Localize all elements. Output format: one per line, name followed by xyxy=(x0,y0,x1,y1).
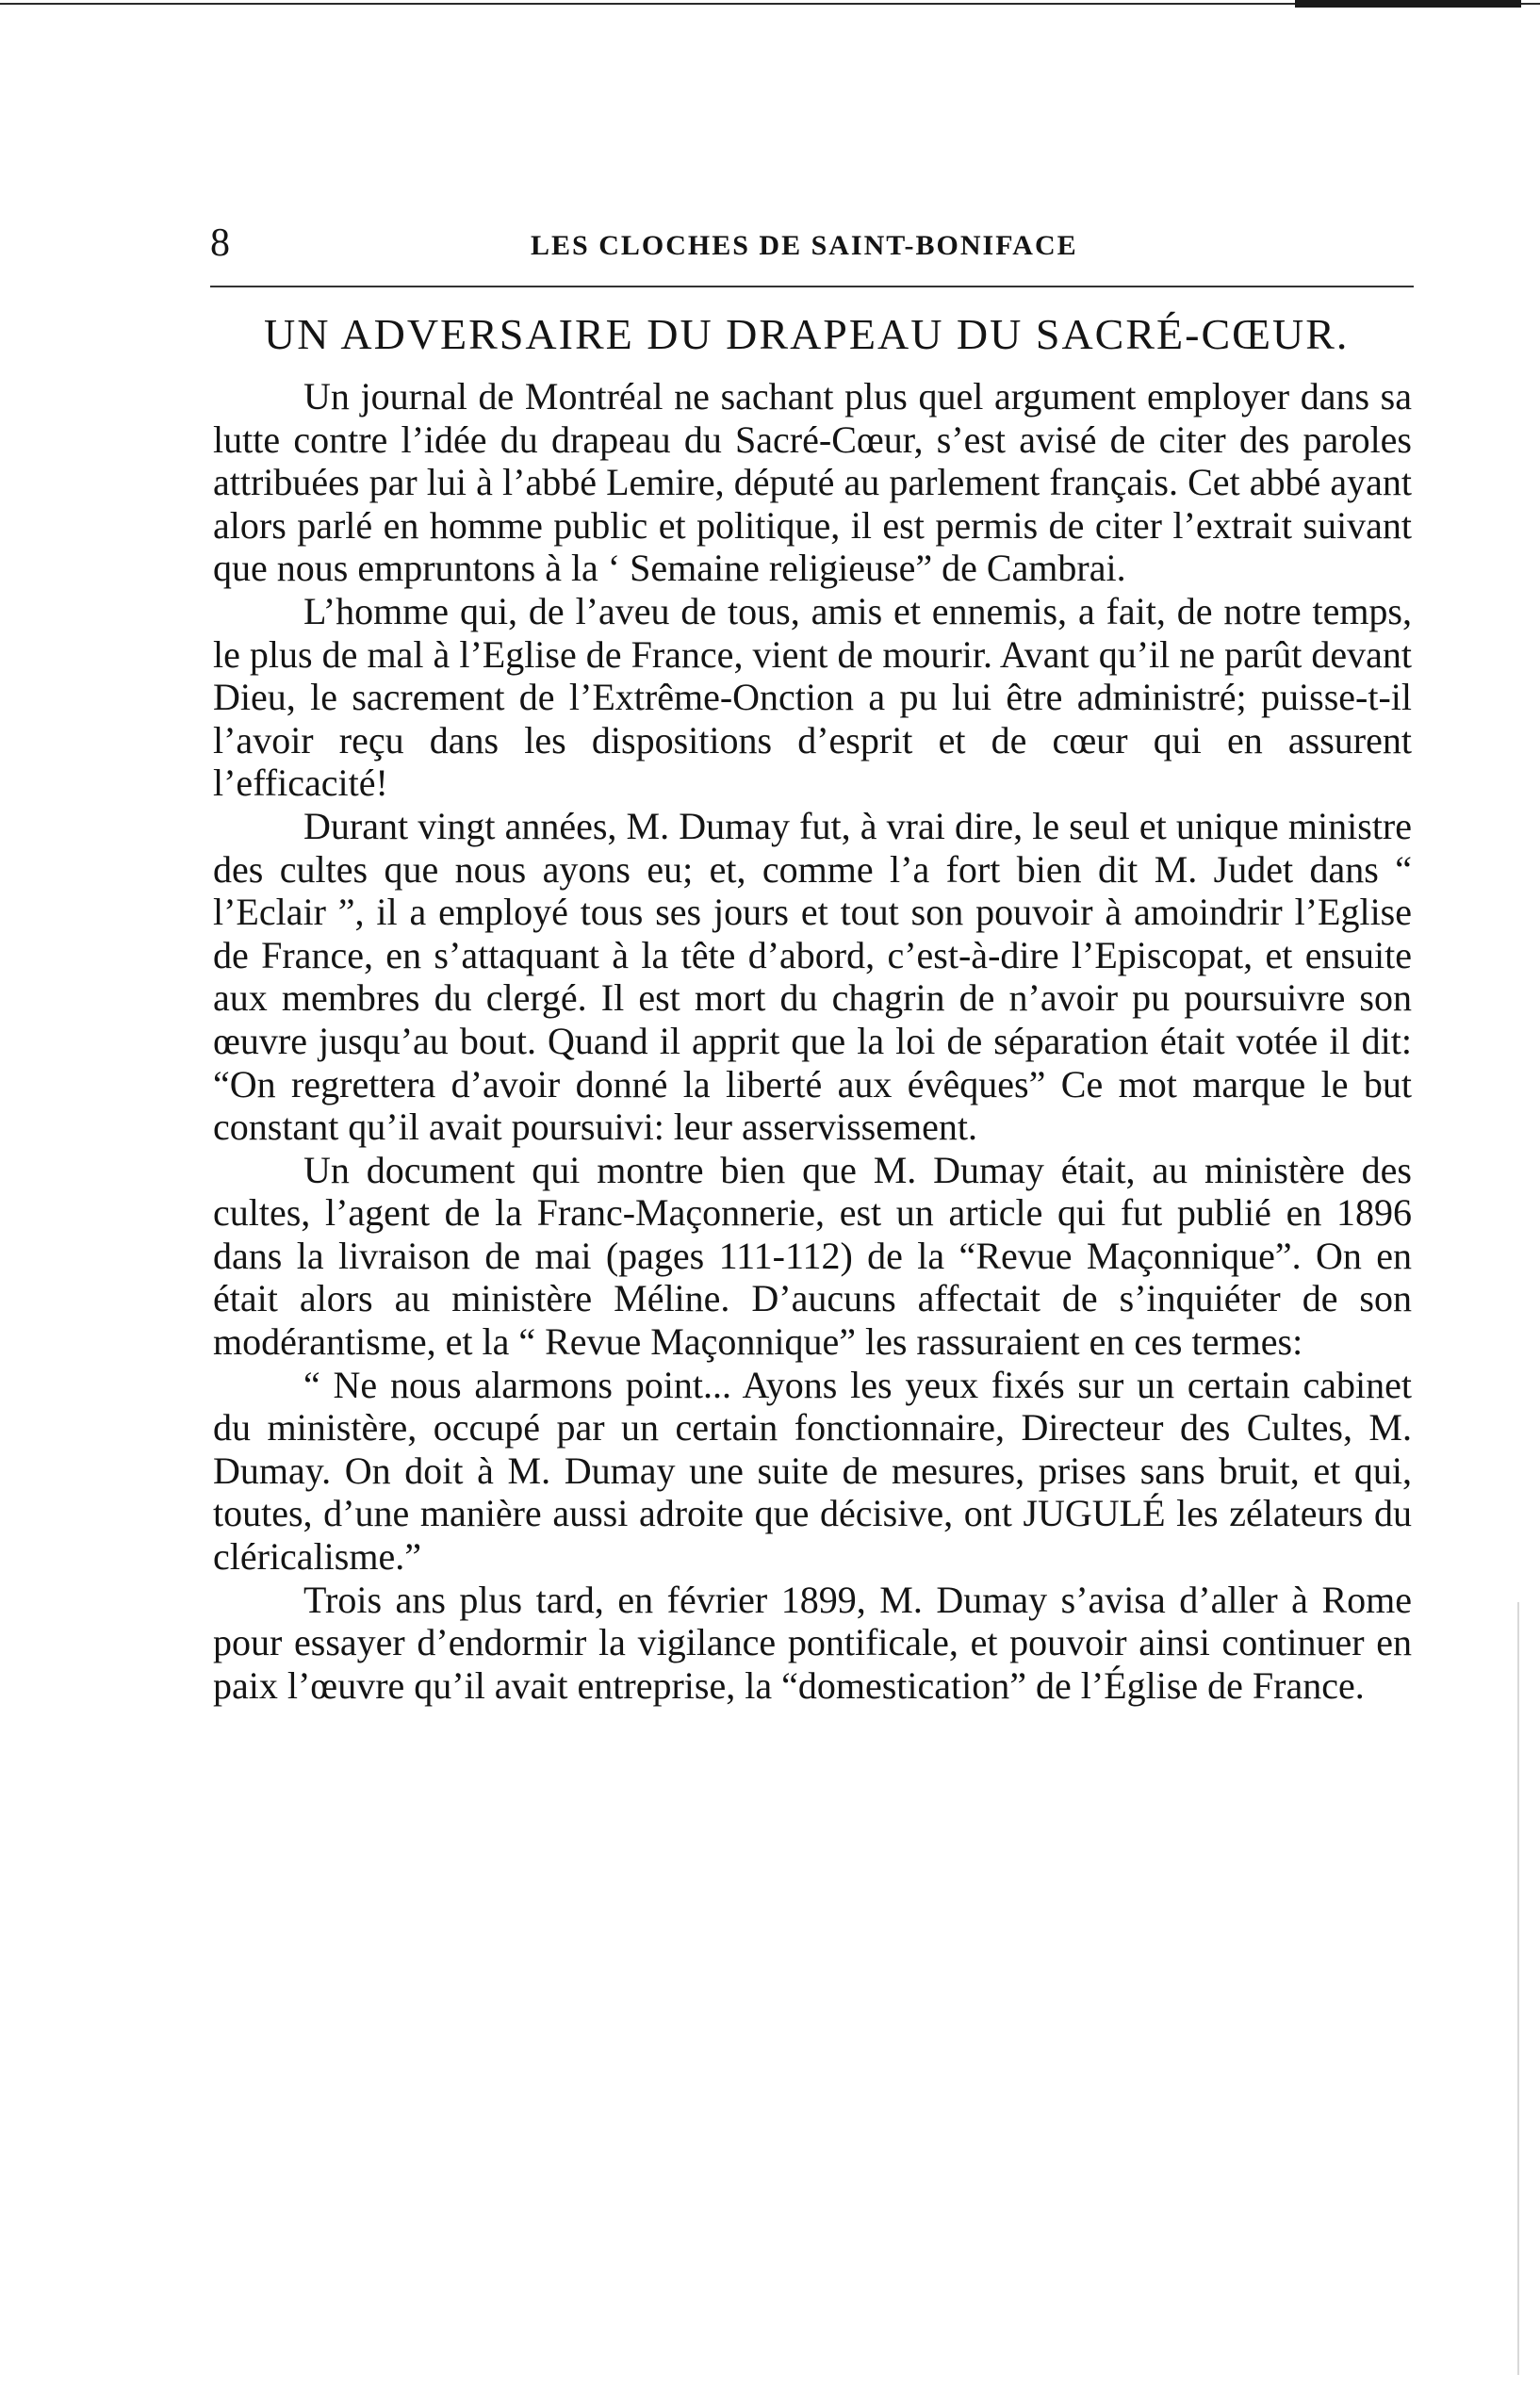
paragraph: Durant vingt années, M. Dumay fut, à vrai dire, le seul et unique ministre des cultes que nous ayons eu; et, comme l’a fort bien dit M. Judet dans “ l’Eclair ”, il a employé tous ses jours et tout son pouvoir à amoindrir l’Eglise de France, en s’attaquant à la tête d’abord, c’est-à-dire l’Episcopat, et ensuite aux membres du clergé. Il est mort du chagrin de n’avoir pu poursuivre son œuvre jusqu’au bout. Quand il apprit que la loi de séparation était votée il dit: “On regrettera d’avoir donné la liberté aux évêques” Ce mot marque le but constant qu’il avait poursuivi: leur asservissement. xyxy=(213,804,1412,1149)
section-heading: UN ADVERSAIRE DU DRAPEAU DU SACRÉ-CŒUR. xyxy=(264,310,1350,358)
quoted-paragraph: “ Ne nous alarmons point... Ayons les yeux fixés sur un certain cabinet du ministère, occupé par un certain fonctionnaire, Directeur des Cultes, M. Dumay. On doit à M. Dumay une suite de mesures, prises sans bruit, et qui, toutes, d’une manière aussi adroite que décisive, ont JUGULÉ les zélateurs du cléricalisme.” xyxy=(213,1363,1412,1579)
paragraph: L’homme qui, de l’aveu de tous, amis et ennemis, a fait, de notre temps, le plus de mal à l’Eglise de France, vient de mourir. Avant qu’il ne parût devant Dieu, le sacrement de l’Extrême-Onction a pu lui être administré; puisse-t-il l’avoir reçu dans les dispositions d’esprit et de cœur qui en assurent l’efficacité! xyxy=(213,589,1412,805)
top-edge-rule xyxy=(0,0,1540,9)
running-head xyxy=(210,215,1414,271)
page-number: 8 xyxy=(210,221,230,265)
page-edge-shadow xyxy=(1517,1602,1519,2375)
article-body xyxy=(213,375,1412,1707)
paragraph: Un document qui montre bien que M. Dumay était, au ministère des cultes, l’agent de la Franc-Maçonnerie, est un article qui fut publié en 1896 dans la livraison de mai (pages 111-112) de la “Revue Maçonnique”. On en était alors au ministère Méline. D’aucuns affectait de s’inquiéter de son modérantisme, et la “ Revue Maçonnique” les rassuraient en ces termes: xyxy=(213,1148,1412,1364)
paragraph: Un journal de Montréal ne sachant plus quel argument employer dans sa lutte contre l’idée du drapeau du Sacré-Cœur, s’est avisé de citer des paroles attribuées par lui à l’abbé Lemire, député au parlement français. Cet abbé ayant alors parlé en homme public et politique, il est permis de citer l’extrait suivant que nous empruntons à la ‘ Semaine religieuse” de Cambrai. xyxy=(213,375,1412,590)
paragraph: Trois ans plus tard, en février 1899, M. Dumay s’avisa d’aller à Rome pour essayer d’endormir la vigilance pontificale, et pouvoir ainsi continuer en paix l’œuvre qu’il avait entreprise, la “domestication” de l’Église de France. xyxy=(213,1578,1412,1707)
running-title: LES CLOCHES DE SAINT-BONIFACE xyxy=(531,230,1078,261)
header-rule xyxy=(210,286,1414,287)
